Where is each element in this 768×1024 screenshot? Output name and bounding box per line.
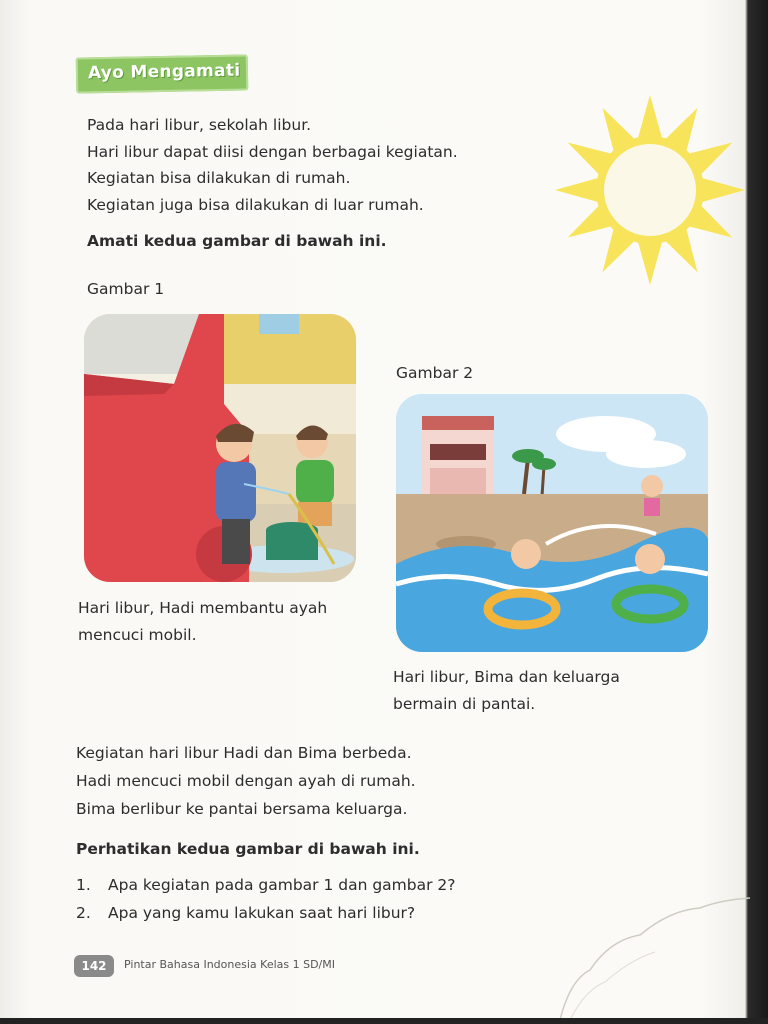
figure2-illustration — [396, 394, 708, 652]
page-number: 142 — [74, 955, 114, 977]
intro-line: Kegiatan bisa dilakukan di rumah. — [87, 169, 351, 187]
question-text: Apa kegiatan pada gambar 1 dan gambar 2? — [108, 876, 456, 894]
figure1-label: Gambar 1 — [87, 280, 165, 298]
intro-paragraph — [87, 112, 458, 218]
figure1-caption-line1: Hari libur, Hadi membantu ayah — [78, 599, 328, 617]
intro-line: Pada hari libur, sekolah libur. — [87, 116, 312, 134]
figure2-caption-line1: Hari libur, Bima dan keluarga — [393, 668, 620, 686]
page-edge — [0, 1018, 768, 1024]
paper-tear-mark — [560, 880, 750, 1020]
summary-line: Kegiatan hari libur Hadi dan Bima berbeda. — [76, 744, 412, 762]
section-banner — [76, 55, 249, 94]
book-title: Pintar Bahasa Indonesia Kelas 1 SD/MI — [124, 958, 335, 971]
observe-instruction: Amati kedua gambar di bawah ini. — [87, 232, 387, 250]
question-list — [76, 872, 456, 928]
figure1-illustration — [84, 314, 356, 582]
list-item — [76, 872, 456, 900]
figure2-label: Gambar 2 — [396, 364, 474, 382]
banner-title: Ayo Mengamati — [87, 60, 241, 84]
list-item — [76, 900, 456, 928]
figure2-caption-line2: bermain di pantai. — [393, 695, 536, 713]
question-number: 1. — [76, 876, 91, 894]
intro-line: Kegiatan juga bisa dilakukan di luar rumah. — [87, 195, 424, 214]
figure1-caption-line2: mencuci mobil. — [78, 626, 197, 644]
summary-line: Hadi mencuci mobil dengan ayah di rumah. — [76, 772, 416, 790]
question-text: Apa yang kamu lakukan saat hari libur? — [108, 904, 416, 922]
sun-icon — [538, 92, 748, 292]
questions-instruction: Perhatikan kedua gambar di bawah ini. — [76, 840, 420, 858]
intro-line: Hari libur dapat diisi dengan berbagai kegiatan. — [87, 142, 458, 161]
summary-paragraph — [76, 740, 416, 824]
summary-line: Bima berlibur ke pantai bersama keluarga. — [76, 800, 408, 818]
question-number: 2. — [76, 904, 91, 922]
